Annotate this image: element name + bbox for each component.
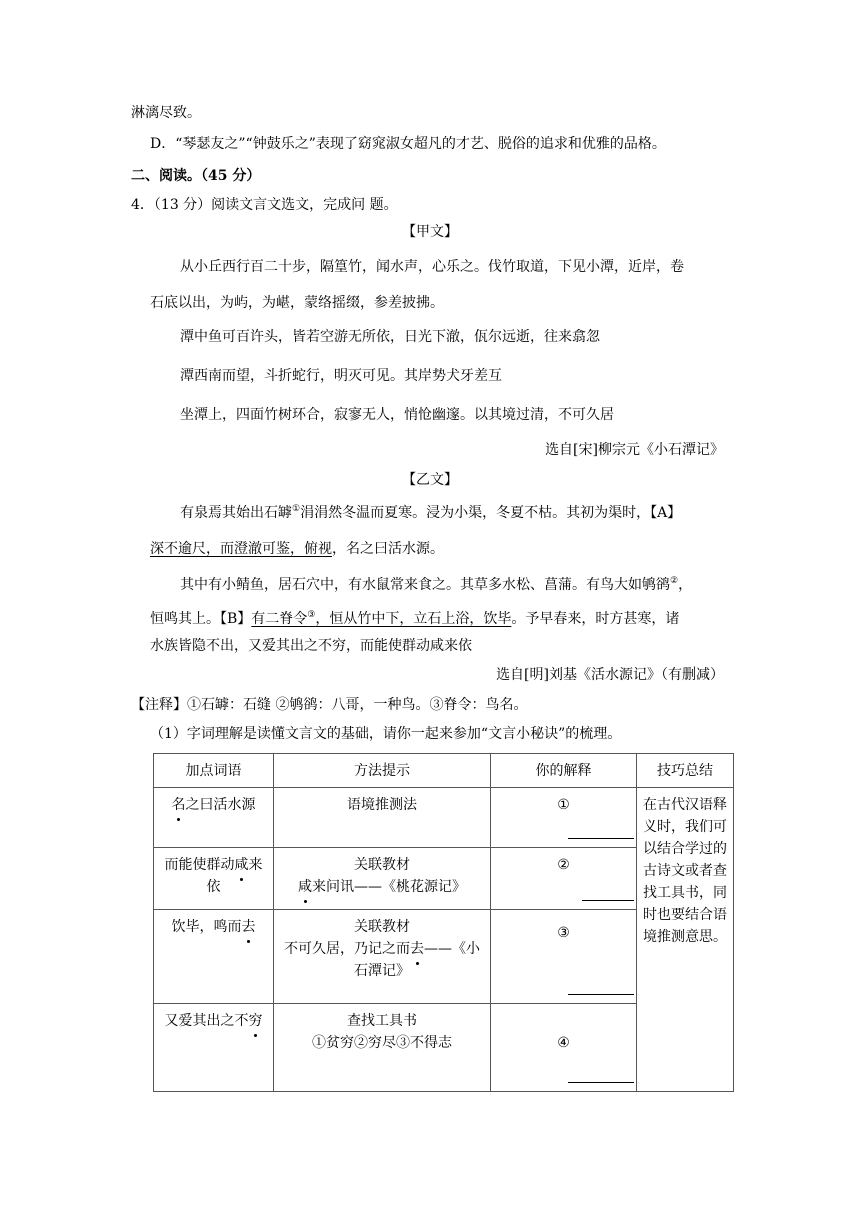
text-span: 饮毕，鸣而 (171, 919, 242, 935)
method-cell (274, 788, 491, 848)
yi-source: 选自[明]刘基《活水源记》（有删减） (496, 667, 724, 683)
method-cell (274, 910, 491, 1004)
dotted-character: 咸 (235, 854, 249, 876)
question-4: 4．（13 分）阅读文言文选文，完成问 题。 (131, 197, 398, 213)
annotation-note: 【注释】①石罅：石缝 ②鸲鹆：八哥，一种鸟。③脊令：鸟名。 (131, 697, 528, 713)
yi-paragraph-2c: 水族皆隐不出，又爱其出之不穷，而能使群动咸来依 (150, 638, 472, 654)
footnote-marker: ③ (307, 610, 316, 620)
header-cell: 方法提示 (274, 754, 491, 788)
jia-source: 选自[宋]柳宗元《小石潭记》 (545, 442, 724, 458)
text-span: ， (678, 577, 693, 593)
method-detail (278, 876, 486, 898)
word-cell (154, 910, 274, 1004)
answer-cell (491, 788, 637, 848)
header-cell: 技巧总结 (637, 754, 734, 788)
yi-paragraph-1a (180, 503, 681, 523)
text-span: 其中有小鲭鱼，居石穴中，有水鼠常来食之。其草多水松、菖蒲。有鸟大如鸲鹆 (180, 577, 670, 593)
dotted-character: 去 (242, 916, 256, 938)
method-label: 关联教材 (354, 857, 410, 873)
summary-cell: 在古代汉语释义时，我们可以结合学过的古诗文或者查找工具书，同时也要结合语境推测意思。 (637, 788, 734, 1092)
yi-heading: 【乙文】 (402, 472, 458, 488)
text-span: 。予早春来，时方甚寒，诸 (511, 611, 680, 627)
text-span: 而能使群动 (164, 857, 235, 873)
answer-number: ④ (557, 1035, 570, 1051)
option-d: D．“琴瑟友之”“钟鼓乐之”表现了窈窕淑女超凡的才艺、脱俗的追求和优雅的品格。 (150, 136, 666, 152)
answer-number: ② (557, 857, 570, 873)
dotted-character: 去 (410, 938, 424, 960)
yi-paragraph-2b (150, 609, 679, 629)
jia-heading: 【甲文】 (402, 224, 458, 240)
text-span: 之曰活水源 (185, 797, 256, 813)
table-header-row (154, 754, 734, 788)
underlined-sentence-a: 深不逾尺，而澄澈可鉴，俯视 (150, 541, 332, 557)
text-span: ——《小石潭记》 (354, 941, 480, 979)
vocabulary-table (153, 753, 734, 1092)
answer-blank[interactable] (568, 1064, 634, 1083)
method-label: 查找工具书 (347, 1013, 417, 1029)
answer-number: ① (557, 797, 570, 813)
text-span: ，名之曰活水源。 (332, 541, 444, 557)
header-cell: 加点词语 (154, 754, 274, 788)
answer-cell (491, 848, 637, 910)
text-span: 涓涓然冬温而夏寒。浸为小渠，冬夏不枯。其初为渠时，【A】 (300, 505, 682, 521)
dotted-character: 名 (172, 794, 186, 816)
answer-blank[interactable] (582, 882, 634, 901)
text-span: 恒鸣其上。【B】 (150, 611, 252, 627)
answer-cell (491, 910, 637, 1004)
header-cell: 你的解释 (491, 754, 637, 788)
word-cell (154, 848, 274, 910)
footnote-marker: ① (292, 504, 301, 514)
dotted-character: 穷 (249, 1010, 263, 1032)
dotted-character: 咸 (298, 876, 312, 898)
method-cell (274, 1004, 491, 1092)
jia-paragraph-2: 潭中鱼可百许头，皆若空游无所依，日光下澈，佤尔远逝，往来翕忽 (180, 329, 600, 345)
jia-paragraph-1a: 从小丘西行百二十步，隔篁竹，闻水声，心乐之。伐竹取道，下见小潭，近岸，卷 (180, 259, 684, 275)
footnote-marker: ② (670, 576, 679, 586)
text-span: 有泉焉其始出石罅 (180, 505, 292, 521)
yi-paragraph-1b (150, 539, 444, 559)
jia-paragraph-1b: 石底以出，为屿，为嵁，蒙络摇缀，参差披拂。 (150, 295, 444, 311)
method-label: 语境推测法 (347, 797, 417, 813)
method-detail: ①贫穷②穷尽③不得志 (312, 1035, 452, 1051)
underlined-sentence-b (251, 611, 511, 627)
text-span: ，恒从竹中下，立石上浴，饮毕 (315, 611, 512, 627)
text-span: 不可久居，乃记之而 (284, 941, 410, 957)
answer-blank[interactable] (568, 820, 634, 839)
answer-blank[interactable] (568, 976, 634, 995)
jia-paragraph-4: 坐潭上，四面竹树环合，寂寥无人，悄怆幽邃。以其境过清，不可久居 (180, 407, 614, 423)
text-line: 淋漓尽致。 (131, 105, 201, 121)
yi-paragraph-2a (180, 575, 692, 595)
method-cell (274, 848, 491, 910)
answer-cell (491, 1004, 637, 1092)
word-cell (154, 788, 274, 848)
method-detail (278, 938, 486, 982)
word-cell (154, 1004, 274, 1092)
jia-paragraph-3: 潭西南而望，斗折蛇行，明灭可见。其岸势犬牙差互 (180, 368, 502, 384)
text-span: 来依 (206, 857, 263, 895)
text-span: 又爱其出之不 (164, 1013, 249, 1029)
section-heading: 二、阅读。（45 分） (131, 168, 261, 184)
answer-number: ③ (557, 925, 570, 941)
text-span: 有二脊令 (251, 611, 308, 627)
sub-question-1: （1）字词理解是读懂文言文的基础，请你一起来参加“文言小秘诀”的梳理。 (150, 726, 622, 742)
text-span: 来问讯——《桃花源记》 (312, 879, 466, 895)
method-label: 关联教材 (354, 919, 410, 935)
table-row (154, 788, 734, 848)
